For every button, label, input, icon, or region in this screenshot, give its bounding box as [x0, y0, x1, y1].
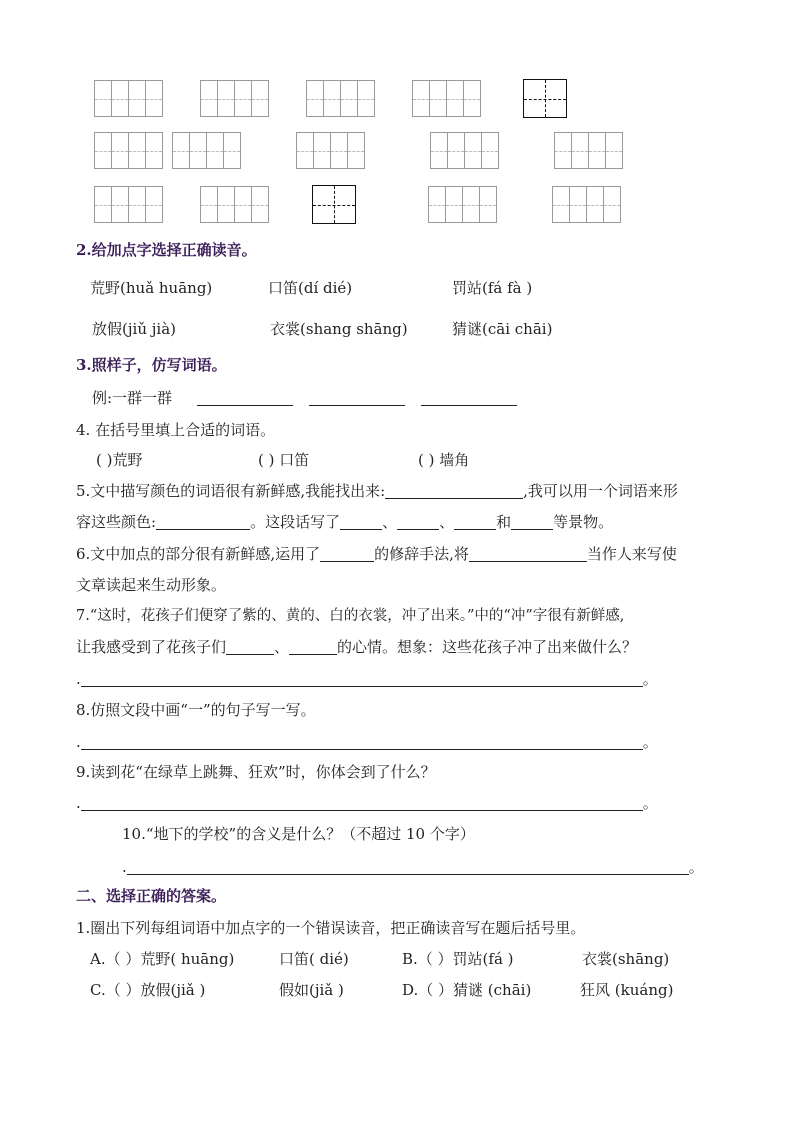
q2-word: 荒野: [90, 279, 121, 297]
q2-word: 衣裳: [270, 320, 301, 338]
answer-line[interactable]: [81, 735, 643, 750]
writing-grid[interactable]: [430, 132, 498, 169]
q8-title: 8.仿照文段中画“一”的句子写一写。: [76, 701, 316, 719]
q2-word: 猜谜: [452, 320, 483, 338]
answer-blank[interactable]: [397, 515, 439, 530]
section2-title: 二、选择正确的答案。: [76, 887, 227, 905]
writing-grid[interactable]: [94, 80, 162, 117]
q7-line1: 7.“这时，花孩子们便穿了紫的、黄的、白的衣裳，冲了出来。”中的“冲”字很有新鲜感,: [76, 608, 625, 624]
answer-dot: .: [76, 733, 81, 751]
q7-text: 的心情。想象：这些花孩子冲了出来做什么？: [337, 638, 638, 656]
q5-text: ,我可以用一个词语来形: [523, 482, 678, 500]
q2-item: [452, 281, 532, 296]
answer-blank[interactable]: [454, 515, 496, 530]
choice-a[interactable]: A.（ ）荒野( huāng): [90, 950, 235, 968]
answer-line-row: [122, 860, 704, 875]
q7-text: 让我感受到了花孩子们: [76, 638, 227, 656]
q6-text: 的修辞手法,将: [374, 545, 469, 563]
section2-q1: 1.圈出下列每组词语中加点字的一个错误读音，把正确读音写在题后括号里。: [76, 919, 586, 937]
q4-title: 4. 在括号里填上合适的词语。: [76, 421, 276, 439]
answer-line[interactable]: [197, 405, 293, 406]
choice-b-word: 衣裳(shāng): [582, 950, 670, 968]
answer-line[interactable]: [309, 405, 405, 406]
writing-grid[interactable]: [296, 132, 364, 169]
answer-blank[interactable]: [511, 515, 553, 530]
q5-separator: 、: [382, 513, 398, 531]
q2-item: [270, 322, 408, 337]
q5-text: 容这些颜色:: [76, 513, 157, 531]
q10-title: 10.“地下的学校”的含义是什么？（不超过 10 个字）: [122, 825, 475, 843]
answer-line[interactable]: [421, 405, 517, 406]
writing-grid[interactable]: [94, 186, 162, 223]
q2-options: (jiǔ jià): [122, 320, 176, 338]
q2-options: (huǎ huāng): [120, 279, 213, 297]
writing-grid[interactable]: [552, 186, 620, 223]
q5-text: 。这段话写了: [250, 513, 341, 531]
q4-item[interactable]: ( ) 口笛: [258, 451, 310, 469]
choice-d-word: 狂风 (kuáng): [580, 981, 674, 999]
q2-item: [90, 281, 212, 296]
writing-grid[interactable]: [172, 132, 240, 169]
q2-word: 放假: [92, 320, 123, 338]
answer-blank[interactable]: [340, 515, 382, 530]
answer-blank[interactable]: [469, 547, 587, 562]
choice-b[interactable]: B.（ ）罚站(fá ): [402, 950, 514, 968]
answer-blank[interactable]: [289, 640, 337, 655]
choice-d[interactable]: D.（ ）猜谜 (chāi): [402, 981, 532, 999]
answer-line-row: [76, 672, 658, 687]
q2-item: [92, 322, 176, 337]
q2-options: (shang shāng): [300, 320, 408, 338]
answer-blank[interactable]: [156, 515, 250, 530]
answer-blank[interactable]: [385, 484, 523, 499]
q3-title: 3.照样子，仿写词语。: [76, 356, 227, 374]
answer-line[interactable]: [127, 860, 689, 875]
answer-period: 。: [642, 733, 658, 751]
q6-line2: 文章读起来生动形象。: [76, 576, 227, 594]
writing-grid[interactable]: [428, 186, 496, 223]
q6-text: 当作人来写使: [586, 545, 677, 563]
writing-grid[interactable]: [306, 80, 374, 117]
q2-item: [452, 322, 552, 337]
writing-grid[interactable]: [200, 80, 268, 117]
q2-item: [268, 281, 352, 296]
q6-text: 6.文中加点的部分很有新鲜感,运用了: [76, 545, 321, 563]
writing-grid[interactable]: [412, 80, 480, 117]
q7-line2: [76, 640, 637, 655]
answer-dot: .: [76, 670, 81, 688]
q5-text: 等景物。: [553, 513, 614, 531]
answer-period: 。: [642, 794, 658, 812]
q2-options: (dí dié): [298, 279, 353, 297]
writing-grid[interactable]: [200, 186, 268, 223]
q5-line1: [76, 484, 678, 499]
q2-title: 2.给加点字选择正确读音。: [76, 241, 257, 259]
q2-word: 罚站: [452, 279, 483, 297]
choice-a-word: 口笛( dié): [279, 950, 349, 968]
writing-grid[interactable]: [94, 132, 162, 169]
q4-item[interactable]: ( ) 墙角: [418, 451, 470, 469]
answer-dot: .: [122, 858, 127, 876]
answer-line-row: [76, 735, 658, 750]
q2-options: (fá fà ): [482, 279, 533, 297]
answer-period: 。: [642, 670, 658, 688]
q5-line2: [76, 515, 613, 530]
answer-dot: .: [76, 794, 81, 812]
q6-line1: [76, 547, 677, 562]
q2-options: (cāi chāi): [482, 320, 553, 338]
q9-title: 9.读到花“在绿草上跳舞、狂欢”时，你体会到了什么？: [76, 763, 436, 781]
choice-c[interactable]: C.（ ）放假(jiǎ ): [90, 981, 206, 999]
q5-text: 5.文中描写颜色的词语很有新鲜感,我能找出来:: [76, 482, 386, 500]
answer-period: 。: [688, 858, 704, 876]
q3-example: 例:一群一群: [92, 389, 173, 407]
tian-grid[interactable]: [523, 79, 567, 118]
answer-blank[interactable]: [226, 640, 274, 655]
writing-grid[interactable]: [554, 132, 622, 169]
answer-blank[interactable]: [320, 547, 374, 562]
answer-line[interactable]: [81, 672, 643, 687]
q4-item[interactable]: ( )荒野: [96, 451, 143, 469]
q5-and: 和: [496, 513, 512, 531]
choice-c-word: 假如(jiǎ ): [279, 981, 344, 999]
q5-separator: 、: [439, 513, 455, 531]
q2-word: 口笛: [268, 279, 299, 297]
tian-grid[interactable]: [312, 185, 356, 224]
q7-separator: 、: [274, 638, 290, 656]
answer-line[interactable]: [81, 796, 643, 811]
answer-line-row: [76, 796, 658, 811]
